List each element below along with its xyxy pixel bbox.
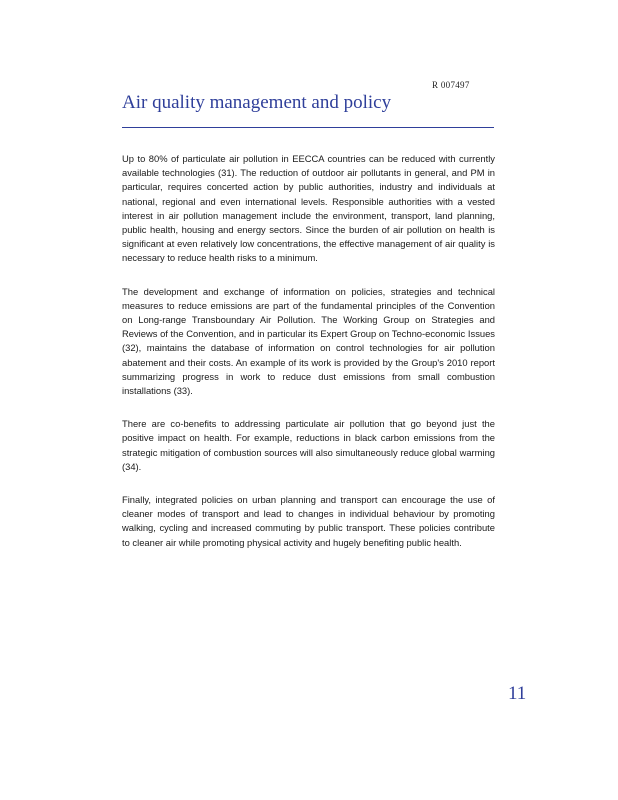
page-number: 11 (508, 683, 527, 704)
title-divider (122, 127, 494, 128)
paragraph-co-benefits: There are co-benefits to addressing particulate air pollution that go beyond just the positive impact on health. For example, reductions in black carbon emissions from the strategic mitigation of combustion sources will also simultaneously reduce global warming (34). (122, 418, 495, 472)
section-title: Air quality management and policy (122, 92, 392, 113)
paragraph-convention-information: The development and exchange of information on policies, strategies and technical measures to reduce emissions are part of the fundamental principles of the Convention on Long-range Transboundary Air Pollution. The Working Group on Strategies and Reviews of the Convention, and in particular its Expert Group on Techno-economic Issues (32), maintains the database of information on control technologies for air pollution abatement and their costs. An example of its work is provided by the Group's 2010 report summarizing progress in work to reduce dust emissions from small combustion installations (33). (122, 285, 495, 397)
paragraph-pm-reduction: Up to 80% of particulate air pollution in EECCA countries can be reduced with currently available technologies (31). The reduction of outdoor air pollutants in general, and PM in particular, requires concerted action by public authorities, industry and individuals at national, regional and even international levels. Responsible authorities with a vested interest in air pollution management include the environment, transport, land planning, public health, housing and energy sectors. Since the burden of air pollution on health is significant at even relatively low concentrations, the effective management of air quality is necessary to reduce health risks to a minimum. (122, 153, 495, 264)
paragraph-integrated-policies: Finally, integrated policies on urban planning and transport can encourage the use of cleaner modes of transport and lead to changes in individual behaviour by promoting walking, cycling and increased commuting by public transport. These policies contribute to cleaner air while promoting physical activity and hugely benefiting public health. (122, 494, 495, 548)
document-reference-number: R 007497 (432, 80, 470, 90)
body-text (122, 152, 495, 569)
